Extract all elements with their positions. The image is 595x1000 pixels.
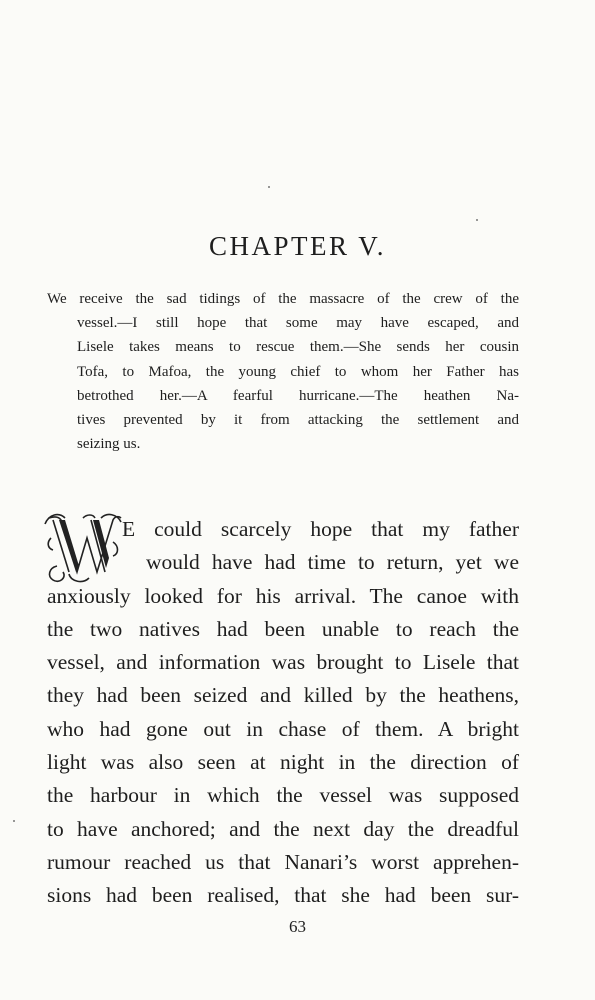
summary-line: vessel.—I still hope that some may have escaped, and	[77, 315, 519, 332]
body-line: the two natives had been unable to reach the	[47, 616, 519, 641]
body-line: the harbour in which the vessel was supposed	[47, 783, 519, 808]
body-line: sions had been realised, that she had been sur-	[47, 883, 519, 908]
chapter-title: CHAPTER V.	[208, 231, 387, 261]
print-speck	[13, 820, 15, 822]
body-line: who had gone out in chase of them. A bright	[47, 716, 519, 741]
summary-line: betrothed her.—A fearful hurricane.—The heathen Na-	[77, 387, 519, 404]
summary-line: tives prevented by it from attacking the settlement and	[77, 412, 519, 429]
body-line: anxiously looked for his arrival. The canoe with	[47, 583, 519, 608]
body-line: to have anchored; and the next day the dreadful	[47, 816, 519, 841]
body-line: they had been seized and killed by the heathens,	[47, 683, 519, 708]
body-line: would have had time to return, yet we	[146, 550, 519, 575]
body-line: rumour reached us that Nanari’s worst apprehen-	[47, 849, 519, 874]
page-number: 63	[289, 917, 306, 936]
summary-line: seizing us.	[77, 436, 141, 453]
summary-line: We receive the sad tidings of the massacre of the crew of the	[47, 291, 519, 307]
body-line: vessel, and information was brought to Lisele that	[47, 650, 519, 675]
summary-line: Tofa, to Mafoa, the young chief to whom her Father has	[77, 363, 519, 380]
body-line: light was also seen at night in the direction of	[47, 750, 519, 775]
body-line: E could scarcely hope that my father	[122, 517, 519, 541]
chapter-summary	[47, 287, 519, 456]
print-speck	[476, 219, 478, 221]
print-speck	[268, 186, 270, 188]
chapter-body-text	[47, 513, 519, 913]
summary-line: Lisele takes means to rescue them.—She sends her cousin	[77, 339, 519, 356]
